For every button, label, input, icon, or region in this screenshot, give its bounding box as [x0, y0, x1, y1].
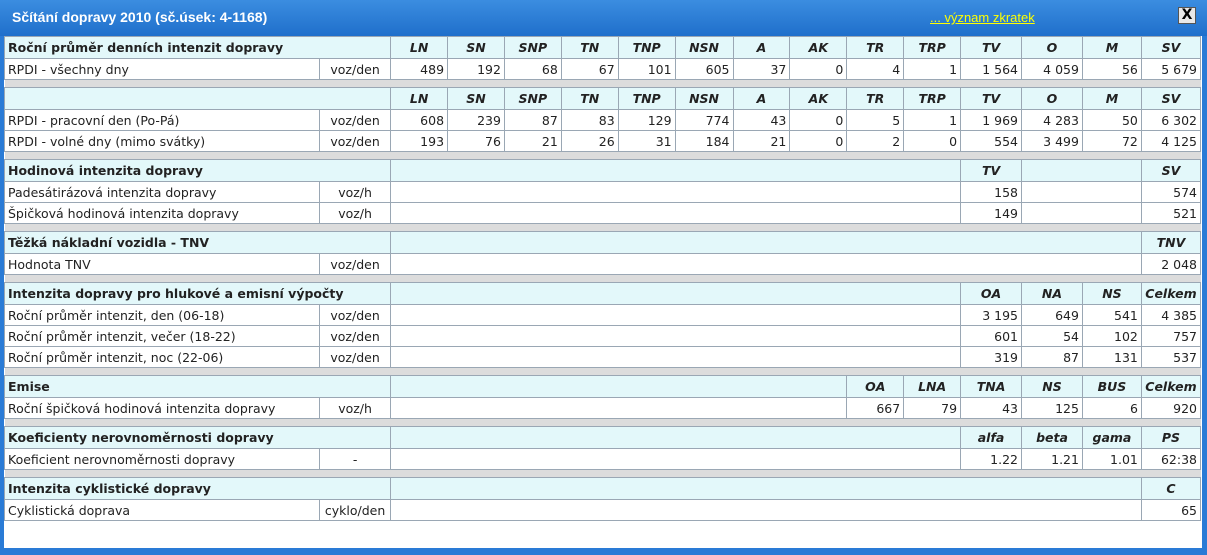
cell-value: 757 [1141, 326, 1200, 347]
cell-value: 158 [961, 182, 1022, 203]
col-header: TR [847, 88, 904, 110]
col-header: Celkem [1141, 283, 1200, 305]
cell-value: 79 [904, 398, 961, 419]
table-row [5, 398, 1201, 419]
cell-value: 31 [618, 131, 675, 152]
cell-value: 149 [961, 203, 1022, 224]
cell-value: 184 [675, 131, 733, 152]
table-row [5, 305, 1201, 326]
table-row [5, 326, 1201, 347]
cell-value: 129 [618, 110, 675, 131]
table-row [5, 500, 1201, 521]
close-icon[interactable]: X [1178, 7, 1196, 24]
table-row [5, 203, 1201, 224]
col-header: O [1022, 37, 1083, 59]
row-unit: voz/den [320, 59, 391, 80]
cyklo-title: Intenzita cyklistické dopravy [5, 478, 391, 500]
cell-value: 3 195 [961, 305, 1022, 326]
cell-value: 101 [618, 59, 675, 80]
col-header: M [1082, 88, 1141, 110]
emise-header-row [5, 376, 1201, 398]
cell-value: 1.21 [1022, 449, 1083, 470]
cell-value: 192 [448, 59, 505, 80]
row-unit: voz/den [320, 326, 391, 347]
tnv-title: Těžká nákladní vozidla - TNV [5, 232, 391, 254]
title-bar [0, 0, 1207, 36]
cell-value: 37 [733, 59, 790, 80]
col-header: A [733, 37, 790, 59]
col-header: SV [1141, 37, 1200, 59]
cell-value: 0 [790, 110, 847, 131]
cell-value: 67 [561, 59, 618, 80]
row-unit: - [320, 449, 391, 470]
cell-value: 649 [1022, 305, 1083, 326]
col-header: PS [1141, 427, 1200, 449]
cell-value: 0 [904, 131, 961, 152]
col-header: TV [961, 160, 1022, 182]
cell-value: 605 [675, 59, 733, 80]
cell-value: 43 [733, 110, 790, 131]
cell-value: 4 [847, 59, 904, 80]
section-divider [5, 419, 1201, 427]
hourly-title: Hodinová intenzita dopravy [5, 160, 391, 182]
cell-value: 1.01 [1082, 449, 1141, 470]
table-row [5, 347, 1201, 368]
cell-value: 1 564 [961, 59, 1022, 80]
cell-value: 3 499 [1022, 131, 1083, 152]
row-label: RPDI - pracovní den (Po-Pá) [5, 110, 320, 131]
cell-value: 193 [391, 131, 448, 152]
row-unit: voz/den [320, 305, 391, 326]
col-header: beta [1022, 427, 1083, 449]
row-unit: voz/den [320, 347, 391, 368]
col-header: TNV [1141, 232, 1200, 254]
cell-value: 54 [1022, 326, 1083, 347]
cell-value: 239 [448, 110, 505, 131]
col-header: TRP [904, 37, 961, 59]
col-header: AK [790, 37, 847, 59]
col-header: gama [1082, 427, 1141, 449]
col-header: NSN [675, 88, 733, 110]
col-header: AK [790, 88, 847, 110]
row-label: Roční průměr intenzit, den (06-18) [5, 305, 320, 326]
cell-value: 4 059 [1022, 59, 1083, 80]
col-header: TV [961, 37, 1022, 59]
rpdi-title: Roční průměr denních intenzit dopravy [5, 37, 391, 59]
cell-value: 1 [904, 110, 961, 131]
cell-value: 83 [561, 110, 618, 131]
cell-value: 68 [504, 59, 561, 80]
row-unit: voz/h [320, 203, 391, 224]
traffic-table [4, 36, 1201, 521]
cell-value: 21 [504, 131, 561, 152]
table-row [5, 254, 1201, 275]
cell-value: 667 [847, 398, 904, 419]
col-header: SNP [504, 37, 561, 59]
cell-value: 21 [733, 131, 790, 152]
cell-value: 1 [904, 59, 961, 80]
col-header: NS [1082, 283, 1141, 305]
col-header: SV [1141, 88, 1200, 110]
col-header: OA [847, 376, 904, 398]
col-header: O [1022, 88, 1083, 110]
cell-value: 50 [1082, 110, 1141, 131]
col-header: C [1141, 478, 1200, 500]
table-row [5, 59, 1201, 80]
row-label: Cyklistická doprava [5, 500, 320, 521]
cell-value: 65 [1141, 500, 1200, 521]
col-header: TN [561, 37, 618, 59]
col-header: NS [1022, 376, 1083, 398]
table-row [5, 131, 1201, 152]
col-header: SV [1141, 160, 1200, 182]
col-header: A [733, 88, 790, 110]
cell-value: 537 [1141, 347, 1200, 368]
col-header: TN [561, 88, 618, 110]
col-header: TNP [618, 88, 675, 110]
cell-value: 601 [961, 326, 1022, 347]
cell-value: 4 125 [1141, 131, 1200, 152]
row-unit: voz/den [320, 110, 391, 131]
row-unit: voz/h [320, 182, 391, 203]
cell-value: 489 [391, 59, 448, 80]
cell-value: 4 283 [1022, 110, 1083, 131]
koef-header-row [5, 427, 1201, 449]
table-row [5, 182, 1201, 203]
cell-value: 319 [961, 347, 1022, 368]
cell-value: 102 [1082, 326, 1141, 347]
cell-value: 87 [1022, 347, 1083, 368]
cell-value: 87 [504, 110, 561, 131]
cell-value: 608 [391, 110, 448, 131]
cell-value: 1 969 [961, 110, 1022, 131]
col-header: alfa [961, 427, 1022, 449]
table-row [5, 449, 1201, 470]
col-header: LNA [904, 376, 961, 398]
col-header: TV [961, 88, 1022, 110]
cell-value: 131 [1082, 347, 1141, 368]
rpdi2-header-row [5, 88, 1201, 110]
cell-value: 554 [961, 131, 1022, 152]
section-divider [5, 368, 1201, 376]
col-header: SN [448, 88, 505, 110]
row-label: Roční průměr intenzit, večer (18-22) [5, 326, 320, 347]
cell-value: 5 679 [1141, 59, 1200, 80]
hourly-header-row [5, 160, 1201, 182]
tnv-header-row [5, 232, 1201, 254]
row-label: Hodnota TNV [5, 254, 320, 275]
col-header: LN [391, 37, 448, 59]
row-unit: voz/h [320, 398, 391, 419]
cell-value: 56 [1082, 59, 1141, 80]
col-header: BUS [1082, 376, 1141, 398]
cell-value: 5 [847, 110, 904, 131]
section-divider [5, 224, 1201, 232]
row-unit: voz/den [320, 254, 391, 275]
section-divider [5, 470, 1201, 478]
cell-value: 125 [1022, 398, 1083, 419]
row-label: Špičková hodinová intenzita dopravy [5, 203, 320, 224]
col-header: SNP [504, 88, 561, 110]
row-unit: cyklo/den [320, 500, 391, 521]
col-header: TNA [961, 376, 1022, 398]
col-header: M [1082, 37, 1141, 59]
koef-title: Koeficienty nerovnoměrnosti dopravy [5, 427, 391, 449]
section-divider [5, 152, 1201, 160]
col-header: TRP [904, 88, 961, 110]
rpdi-header-row [5, 37, 1201, 59]
cell-value: 0 [790, 59, 847, 80]
abbreviations-link[interactable]: ... význam zkratek [930, 10, 1035, 25]
row-unit: voz/den [320, 131, 391, 152]
cell-value: 574 [1141, 182, 1200, 203]
table-row [5, 110, 1201, 131]
cell-value: 2 [847, 131, 904, 152]
row-label: RPDI - všechny dny [5, 59, 320, 80]
emise-title: Emise [5, 376, 391, 398]
col-header: OA [961, 283, 1022, 305]
cell-value: 26 [561, 131, 618, 152]
col-header: NA [1022, 283, 1083, 305]
cyklo-header-row [5, 478, 1201, 500]
section-divider [5, 275, 1201, 283]
row-label: Koeficient nerovnoměrnosti dopravy [5, 449, 320, 470]
cell-value: 0 [790, 131, 847, 152]
cell-value: 541 [1082, 305, 1141, 326]
noise-title: Intenzita dopravy pro hlukové a emisní výpočty [5, 283, 391, 305]
cell-value: 6 302 [1141, 110, 1200, 131]
section-divider [5, 80, 1201, 88]
cell-value: 62:38 [1141, 449, 1200, 470]
cell-value: 2 048 [1141, 254, 1200, 275]
col-header: LN [391, 88, 448, 110]
col-header: SN [448, 37, 505, 59]
data-panel [4, 36, 1202, 548]
cell-value: 521 [1141, 203, 1200, 224]
cell-value: 1.22 [961, 449, 1022, 470]
cell-value: 76 [448, 131, 505, 152]
row-label: Roční špičková hodinová intenzita dopravy [5, 398, 320, 419]
cell-value: 920 [1141, 398, 1200, 419]
col-header: TNP [618, 37, 675, 59]
noise-header-row [5, 283, 1201, 305]
col-header: NSN [675, 37, 733, 59]
col-header: TR [847, 37, 904, 59]
row-label: RPDI - volné dny (mimo svátky) [5, 131, 320, 152]
cell-value: 4 385 [1141, 305, 1200, 326]
row-label: Roční průměr intenzit, noc (22-06) [5, 347, 320, 368]
cell-value: 774 [675, 110, 733, 131]
cell-value: 72 [1082, 131, 1141, 152]
cell-value: 6 [1082, 398, 1141, 419]
window-title: Sčítání dopravy 2010 (sč.úsek: 4-1168) [12, 9, 268, 25]
row-label: Padesátirázová intenzita dopravy [5, 182, 320, 203]
col-header: Celkem [1141, 376, 1200, 398]
cell-value: 43 [961, 398, 1022, 419]
